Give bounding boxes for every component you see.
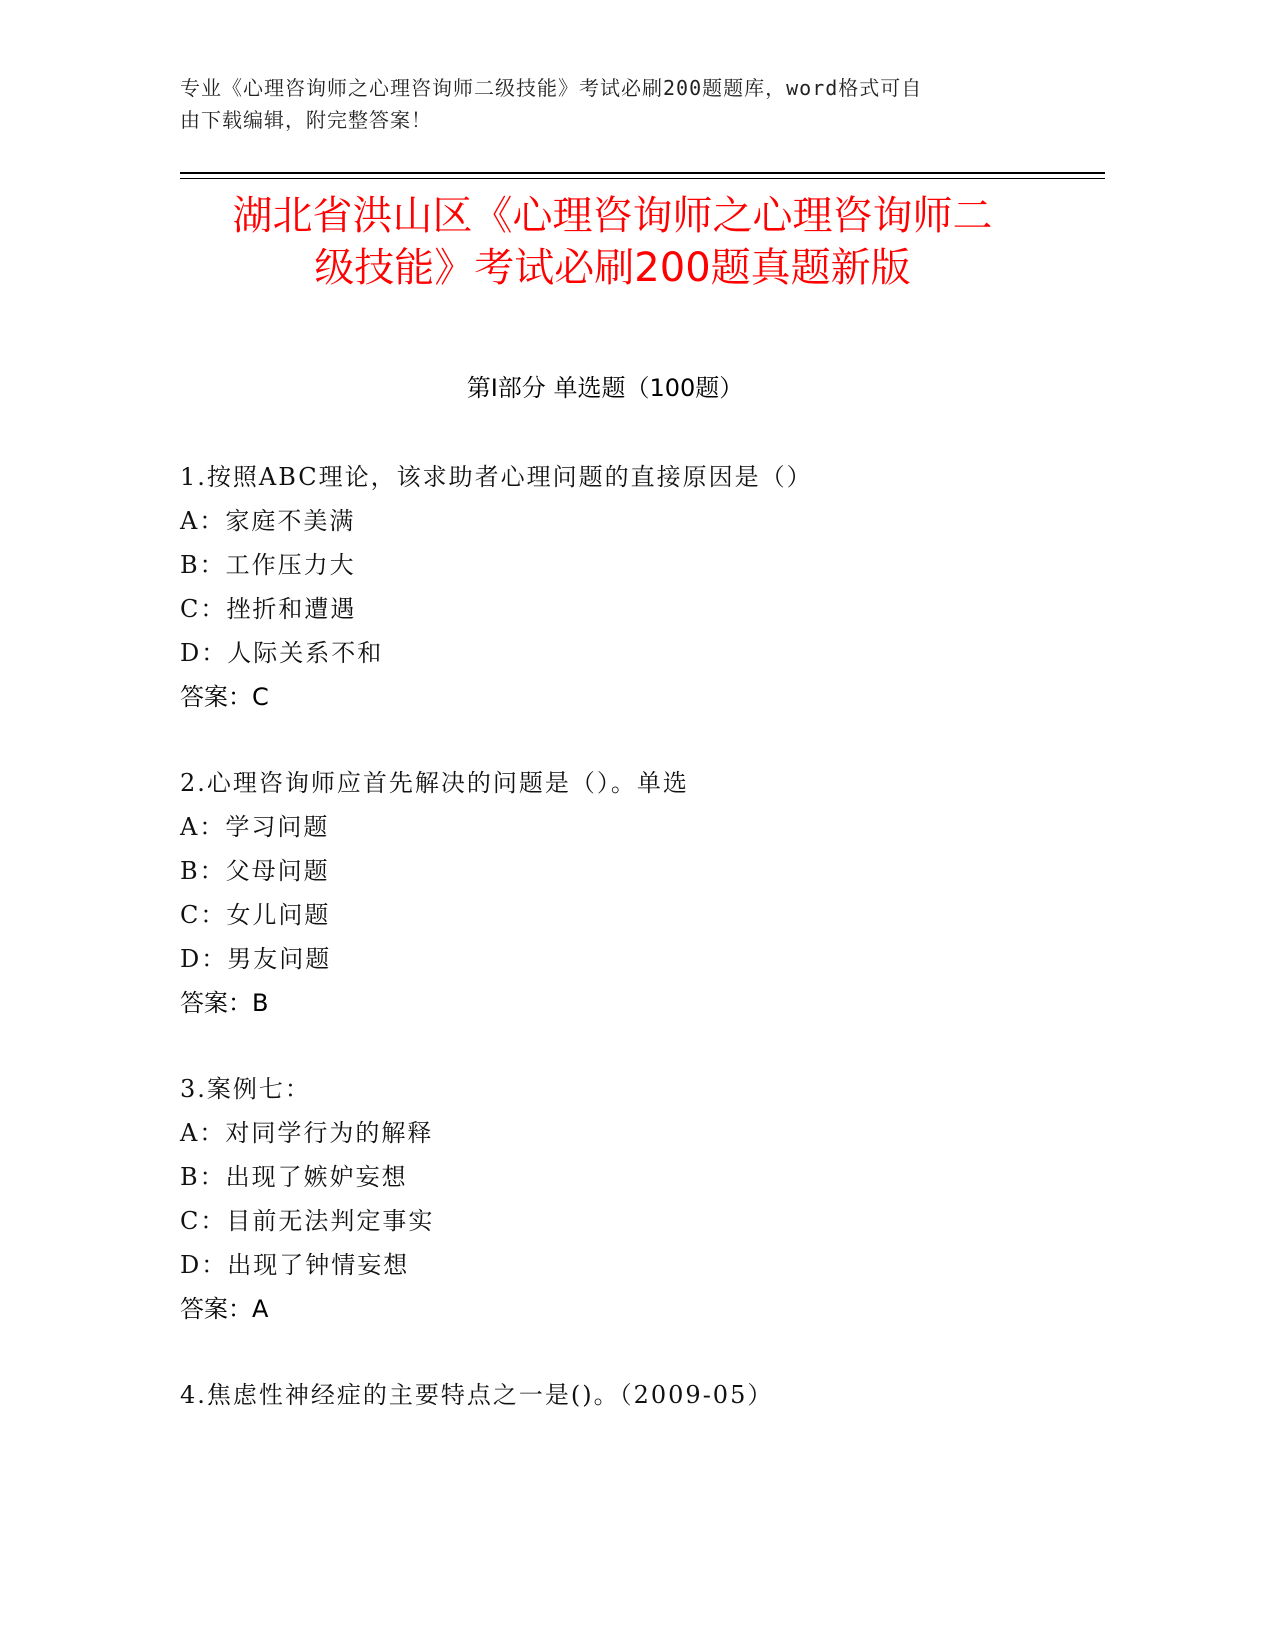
option-a: A：家庭不美满 [180,507,356,535]
option-c: C：目前无法判定事实 [180,1207,435,1235]
option-b: B：出现了嫉妒妄想 [180,1163,408,1191]
header-note [180,72,1040,136]
question-stem: 3.案例七： [180,1075,311,1103]
question-item [180,455,1080,719]
document-title [150,190,1075,294]
option-d: D：人际关系不和 [180,639,384,667]
question-item [180,1373,1080,1417]
document-title-line1: 湖北省洪山区《心理咨询师之心理咨询师二 [232,193,993,239]
option-a: A：对同学行为的解释 [180,1119,434,1147]
option-d: D：男友问题 [180,945,332,973]
section-title: 第Ⅰ部分 单选题（100题） [466,374,744,402]
question-stem: 2.心理咨询师应首先解决的问题是（）。单选 [180,769,689,797]
header-divider-thick [180,172,1105,174]
question-item [180,761,1080,1025]
header-divider-thin [180,178,1105,179]
answer-line: 答案：C [180,683,269,711]
option-b: B：父母问题 [180,857,330,885]
question-stem: 4.焦虑性神经症的主要特点之一是()。（2009-05） [180,1381,774,1409]
option-c: C：女儿问题 [180,901,331,929]
answer-line: 答案：A [180,1295,269,1323]
answer-line: 答案：B [180,989,269,1017]
option-c: C：挫折和遭遇 [180,595,357,623]
document-title-line2: 级技能》考试必刷200题真题新版 [314,245,911,291]
option-d: D：出现了钟情妄想 [180,1251,410,1279]
header-note-line1: 专业《心理咨询师之心理咨询师二级技能》考试必刷200题题库，word格式可自 [180,76,923,100]
question-item [180,1067,1080,1331]
option-b: B：工作压力大 [180,551,356,579]
header-note-line2: 由下载编辑，附完整答案！ [180,108,432,132]
question-stem: 1.按照ABC理论，该求助者心理问题的直接原因是（） [180,463,813,491]
option-a: A：学习问题 [180,813,330,841]
question-list [180,455,1080,1459]
